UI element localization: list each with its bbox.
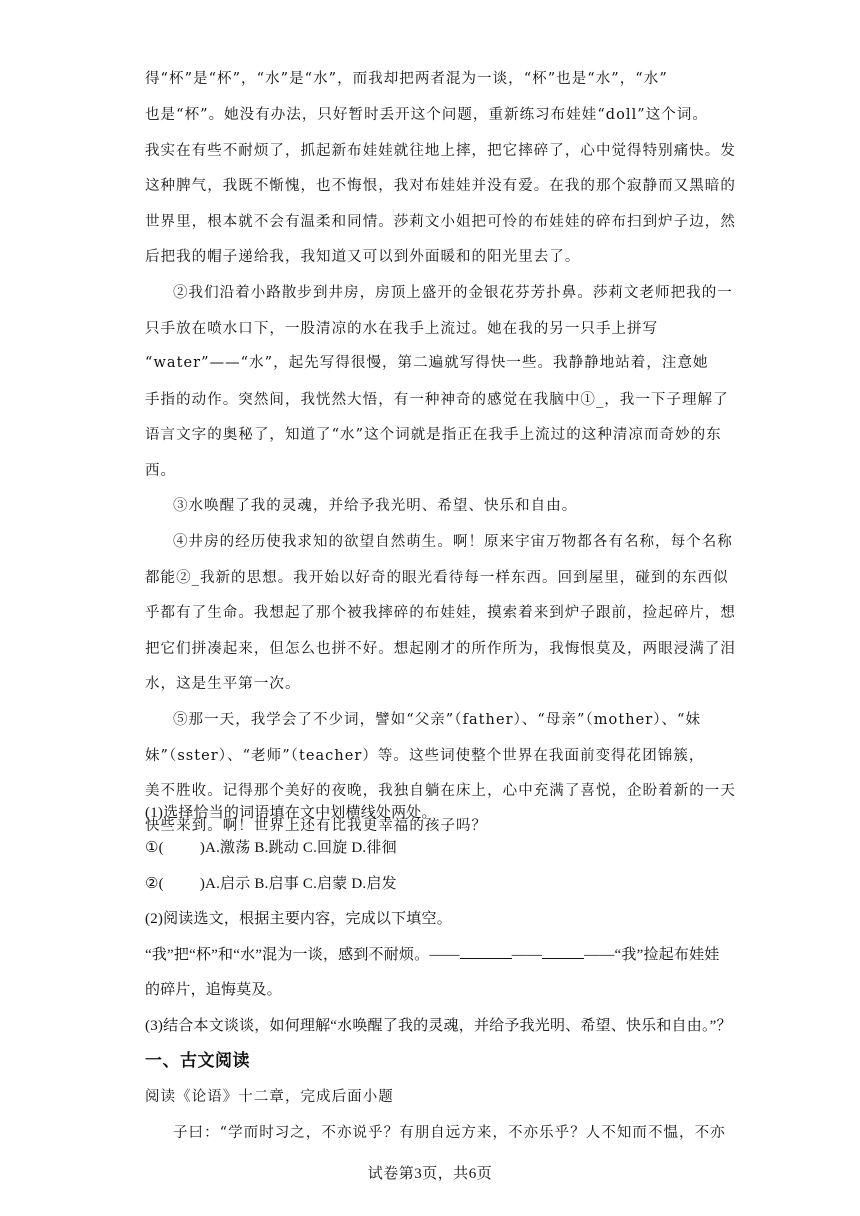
question-3-stem: (3)结合本文谈谈，如何理解“水唤醒了我的灵魂，并给予我光明、希望、快乐和自由。”？	[145, 1018, 732, 1034]
fill-line-end: ——“我”捡起布娃娃	[584, 947, 720, 963]
question-2-fill-line	[145, 944, 725, 966]
passage-line: ②我们沿着小路散步到井房，房顶上盛开的金银花芬芳扑鼻。莎莉文老师把我的一	[173, 285, 733, 301]
choice-a-options: )A.激荡 B.跳动 C.回旋 D.徘徊	[199, 840, 397, 856]
fill-blank-2[interactable]	[542, 944, 584, 959]
passage-line: ⑤那一天，我学会了不少词，譬如“父亲”（father）、“母亲”（mother）、“妹	[173, 712, 702, 728]
passage-line: “water”——“水”，起先写得很慢，第二遍就写得快一些。我静静地站着，注意她	[145, 355, 709, 371]
passage-line: 语言文字的奥秘了，知道了“水”这个词就是指正在我手上流过的这种清凉而奇妙的东	[145, 427, 722, 443]
passage-line: 乎都有了生命。我想起了那个被我摔碎的布娃娃，摸索着来到炉子跟前，捡起碎片，想	[145, 605, 736, 621]
classic-quote-line: 子曰：“学而时习之，不亦说乎？有朋自远方来，不亦乐乎？人不知而不愠，不亦	[173, 1125, 726, 1141]
question-1-choice-a	[145, 837, 725, 859]
passage-line: 西。	[145, 463, 177, 479]
passage-line: ③水唤醒了我的灵魂，并给予我光明、希望、快乐和自由。	[173, 498, 578, 514]
passage-line: 都能②_我新的思想。我开始以好奇的眼光看待每一样东西。回到屋里，碰到的东西似	[145, 570, 729, 586]
fill-blank-1[interactable]	[460, 944, 512, 959]
page-footer: 试卷第3页，共6页	[367, 1166, 493, 1182]
fill-line-start: “我”把“杯”和“水”混为一谈，感到不耐烦。——	[145, 947, 460, 963]
passage-line: 把它们拼凑起来，但怎么也拼不好。想起刚才的所作所为，我悔恨莫及，两眼浸满了泪	[145, 641, 736, 657]
passage-line: 只手放在喷水口下，一股清凉的水在我手上流过。她在我的另一只手上拼写	[145, 321, 659, 337]
passage-line: 快些来到。啊！世界上还有比我更幸福的孩子吗？	[145, 818, 488, 834]
passage-line: ④井房的经历使我求知的欲望自然萌生。啊！原来宇宙万物都各有名称，每个名称	[173, 534, 733, 550]
section-heading: 一、古文阅读	[145, 1051, 250, 1070]
passage-line: 也是“杯”。她没有办法，只好暂时丢开这个问题，重新练习布娃娃“doll”这个词。	[145, 107, 708, 123]
choice-b-prefix: ②(	[145, 876, 164, 892]
question-2-stem: (2)阅读选文，根据主要内容，完成以下填空。	[145, 911, 452, 927]
passage-line: 得“杯”是“杯”，“水”是“水”，而我却把两者混为一谈，“杯”也是“水”，“水”	[145, 71, 668, 87]
passage-line: 妹”（sster）、“老师”（teacher）等。这些词使整个世界在我面前变得花团锦簇，	[145, 748, 705, 764]
choice-b-options: )A.启示 B.启事 C.启蒙 D.启发	[199, 876, 397, 892]
passage-line: 水，这是生平第一次。	[145, 676, 301, 692]
fill-line-dash: ——	[511, 947, 543, 963]
passage-line: 后把我的帽子递给我，我知道又可以到外面暖和的阳光里去了。	[145, 249, 581, 265]
question-1-stem: (1)选择恰当的词语填在文中划横线处两处。	[145, 805, 437, 821]
passage-line: 世界里，根本就不会有温柔和同情。莎莉文小姐把可怜的布娃娃的碎布扫到炉子边，然	[145, 214, 736, 230]
passage-line: 手指的动作。突然间，我恍然大悟，有一种神奇的感觉在我脑中①_，我一下子理解了	[145, 392, 729, 408]
choice-a-prefix: ①(	[145, 840, 164, 856]
section-intro: 阅读《论语》十二章，完成后面小题	[145, 1089, 394, 1105]
question-1-choice-b	[145, 873, 725, 895]
passage-line: 这种脾气，我既不惭愧，也不悔恨，我对布娃娃并没有爱。在我的那个寂静而又黑暗的	[145, 178, 736, 194]
question-2-fill-line-2: 的碎片，追悔莫及。	[145, 982, 282, 998]
passage-line: 美不胜收。记得那个美好的夜晚，我独自躺在床上，心中充满了喜悦，企盼着新的一天	[145, 783, 736, 799]
passage-line: 我实在有些不耐烦了，抓起新布娃娃就往地上摔，把它摔碎了，心中觉得特别痛快。发	[145, 143, 736, 159]
